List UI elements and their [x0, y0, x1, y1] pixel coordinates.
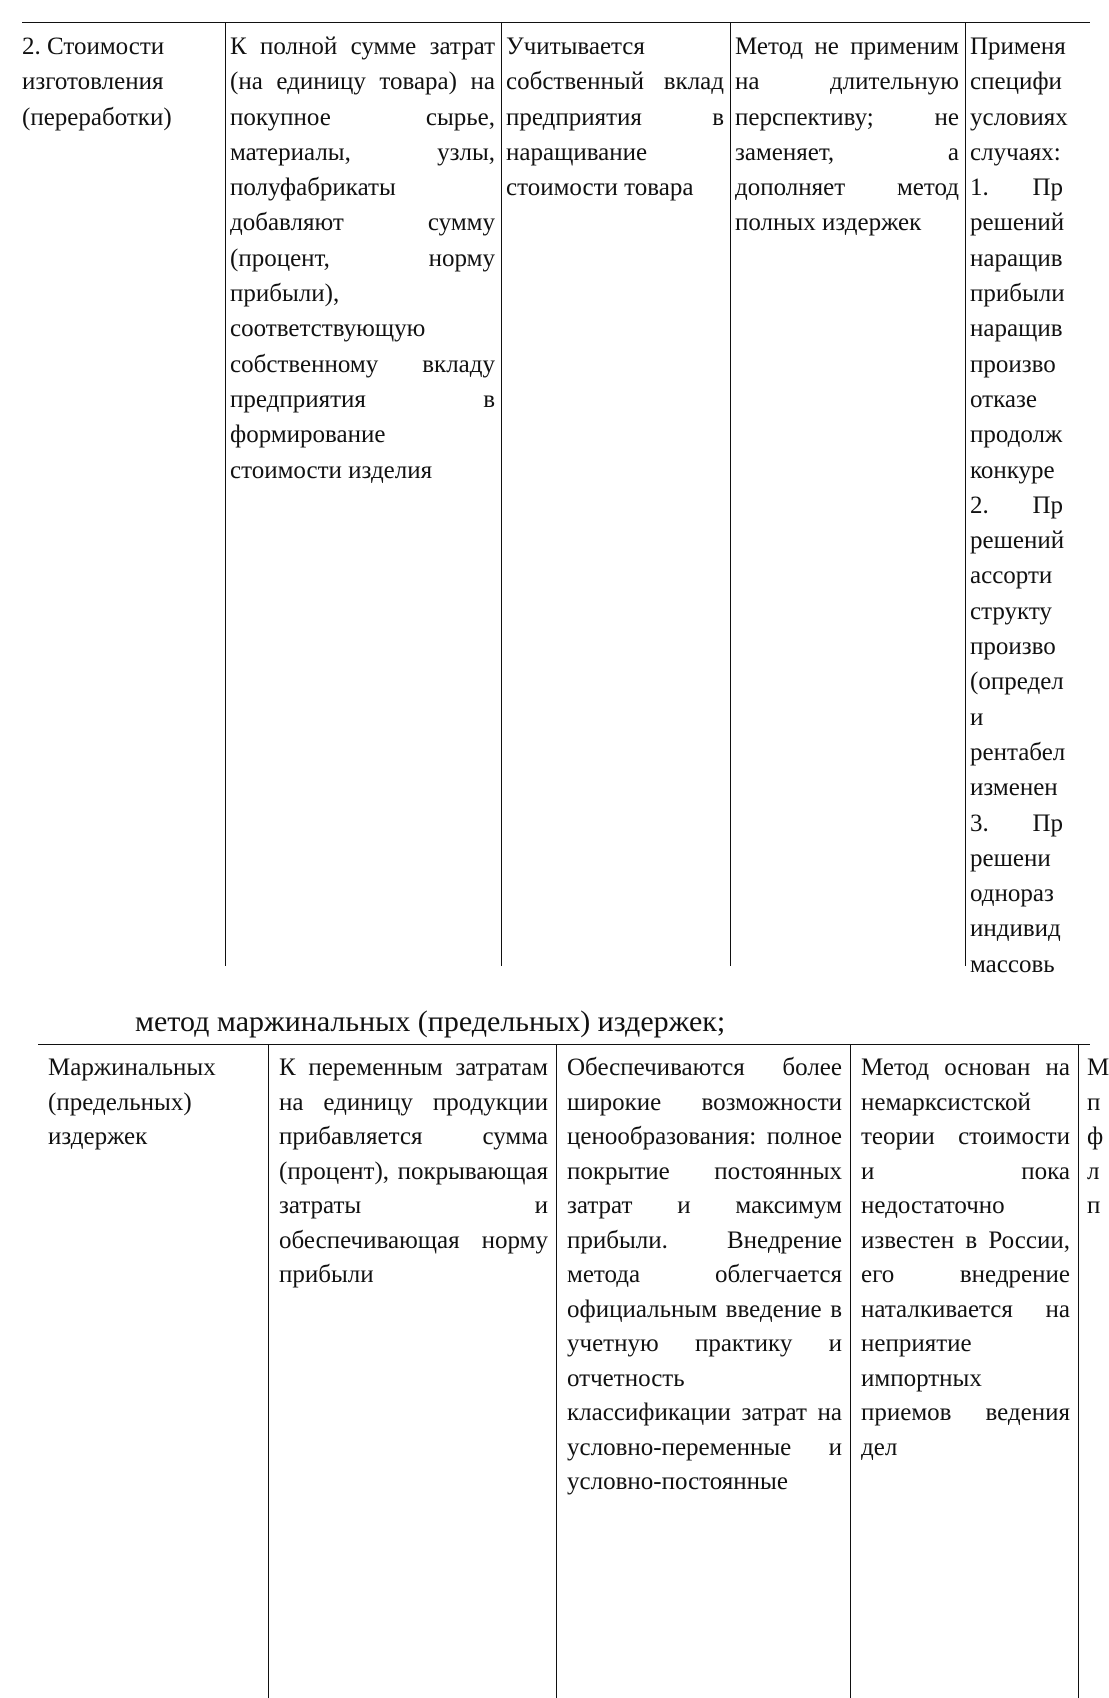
table1-cell-application: [966, 23, 1105, 982]
table1-cell-formation: К полной сумме затрат (на единицу товара) на покупное сырье, материалы, узлы, полуфабрикаты добавляют сумму (процент, норму прибыли), соответствующую собственному вкладу предприятия в формирование стоимости изделия: [230, 33, 495, 484]
table2-cell-disadvantages: Метод основан на немарксистской теории стоимости и пока недостаточно известен в России, его внедрение наталкивается на неприятие импортных приемов ведения дел: [861, 1054, 1070, 1461]
table1-application-line: отказе: [970, 385, 1037, 413]
table1-application-line: решений: [970, 527, 1065, 555]
table2-cell-application: [1079, 1045, 1109, 1224]
table1-application-line: 1. Пр: [970, 174, 1064, 202]
table1-cell-advantages: Учитывается собственный вклад предприятия в наращивание стоимости товара: [506, 33, 724, 202]
table1-application-line: специфи: [970, 68, 1062, 96]
table2-cell-advantages: Обеспечиваются более широкие возможности ценообразования: полное покрытие постоянных затрат и максимум прибыли. Внедрение метода облегчается официальным введение в учетную практику и отчетность классификации затрат на условно-переменные и условно-постоянные: [567, 1054, 842, 1495]
table1-application-line: структу: [970, 597, 1052, 625]
table2-application-line: ф: [1087, 1123, 1104, 1150]
table1-application-line: рентабел: [970, 738, 1066, 766]
table1-method-name-line: 2. Стоимости: [22, 33, 165, 60]
table2-column-application: [1078, 1045, 1109, 1698]
table1-application-line: прибыли: [970, 280, 1065, 308]
table2-application-line: п: [1087, 1088, 1101, 1116]
table2-cell-method-name: Маржинальных (предельных) издержек: [48, 1054, 216, 1150]
table1-application-line: индивид: [970, 915, 1061, 943]
table1-column-application: [965, 23, 1105, 978]
table1-application-line: наращив: [970, 315, 1063, 343]
table1-application-line: и: [970, 703, 984, 731]
table1-method-name-line: (переработки): [22, 103, 172, 131]
table1-application-line: произво: [970, 350, 1056, 378]
table1-application-line: условиях: [970, 103, 1068, 131]
table2-application-line: п: [1087, 1192, 1101, 1219]
table1-application-line: наращив: [970, 244, 1063, 272]
table2-application-line: М: [1087, 1054, 1109, 1081]
table2-cell-formation: К переменным затратам на единицу продукции прибавляется сумма (процент), покрывающая затраты и обеспечивающая норму прибыли: [279, 1054, 548, 1288]
table1-application-line: изменен: [970, 774, 1058, 802]
table1-application-line: 3. Пр: [970, 809, 1064, 837]
table1-application-line: Применя: [970, 33, 1066, 60]
table1-application-line: ассорти: [970, 562, 1053, 590]
table1-cell-method-name: [22, 23, 225, 135]
table2-column-advantages: [556, 1045, 850, 1698]
table1-application-line: 2. Пр: [970, 491, 1064, 519]
cost-methods-table-continued: [22, 22, 1090, 978]
table1-column-advantages: [501, 23, 730, 966]
table1-method-name-line: изготовления: [22, 68, 164, 96]
table1-application-line: (определ: [970, 668, 1064, 696]
table1-application-line: решений: [970, 209, 1065, 237]
table1-column-method-name: [22, 23, 225, 966]
marginal-cost-method-table: [38, 1044, 1109, 1698]
table2-column-method-name: [38, 1045, 268, 1698]
table1-application-line: решени: [970, 844, 1051, 872]
table1-application-line: однораз: [970, 880, 1054, 908]
table2-column-formation: [268, 1045, 556, 1698]
table1-application-line: конкуре: [970, 456, 1055, 484]
section-heading: метод маржинальных (предельных) издержек;: [135, 1005, 726, 1038]
table2-column-disadvantages: [850, 1045, 1078, 1698]
table1-application-line: продолж: [970, 421, 1063, 449]
table1-cell-disadvantages: Метод не применим на длительную перспективу; не заменяет, а дополняет метод полных издержек: [735, 33, 959, 237]
table2-application-line: л: [1087, 1157, 1100, 1185]
table1-application-line: массовь: [970, 950, 1055, 978]
table1-column-formation: [225, 23, 501, 966]
table1-application-line: случаях:: [970, 138, 1061, 166]
table1-application-line: произво: [970, 633, 1056, 661]
table1-column-disadvantages: [730, 23, 965, 966]
